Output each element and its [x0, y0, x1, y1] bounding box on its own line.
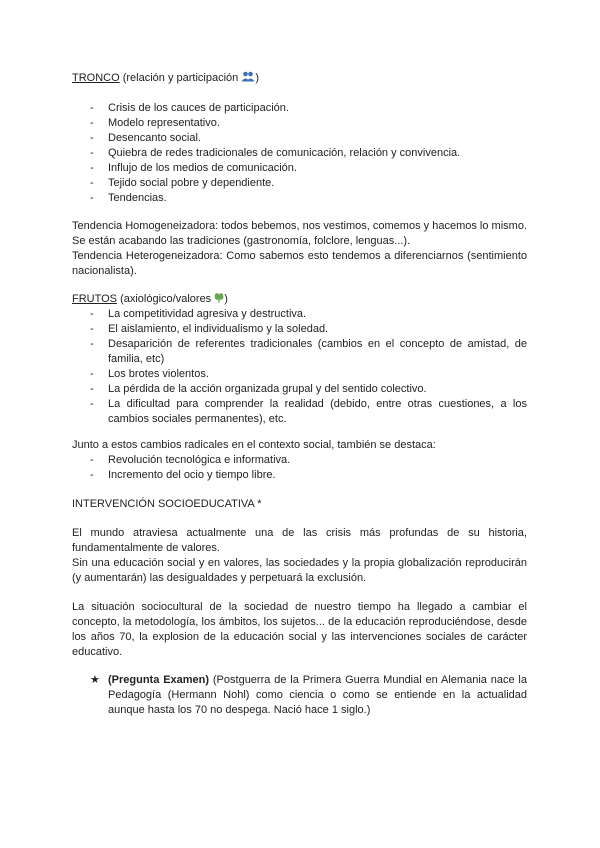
- list-item: - Los brotes violentos.: [90, 367, 527, 382]
- intervencion-paragraph-2: Sin una educación social y en valores, las sociedades y la propia globalización reproducirán (y aumentarán) las desigualdades y perpetuará la exclusión.: [72, 557, 527, 584]
- tronco-heading: TRONCO: [72, 72, 120, 84]
- list-item: - Modelo representativo.: [90, 116, 527, 131]
- frutos-list: [90, 307, 527, 427]
- list-item: - Desencanto social.: [90, 131, 527, 146]
- list-item: - Crisis de los cauces de participación.: [90, 101, 527, 116]
- frutos-heading-rest: (axiológico/valores: [117, 293, 215, 305]
- intervencion-paragraph-3: La situación sociocultural de la sociedad de nuestro tiempo ha llegado a cambiar el concepto, la metodología, los ámbitos, los sujetos... de la educación reproduciéndose, desde los años 70, la explosion de la educación social y las intervenciones sociales de carácter educativo.: [72, 601, 527, 658]
- tendencia-homogeneizadora: Tendencia Homogeneizadora: todos bebemos, nos vestimos, comemos y hacemos lo mismo. Se están acabando las tradiciones (gastronomía, folclore, lenguas...).: [72, 220, 527, 247]
- list-item: - La competitividad agresiva y destructiva.: [90, 307, 527, 322]
- list-item: - Desaparición de referentes tradicionales (cambios en el concepto de amistad, de familia, etc): [90, 337, 527, 367]
- tendencia-heterogeneizadora: Tendencia Heterogeneizadora: Como sabemos esto tendemos a diferenciarnos (sentimiento nacionalista).: [72, 250, 527, 277]
- plant-icon: [214, 292, 224, 308]
- tronco-list: [90, 101, 527, 206]
- frutos-heading-close: ): [224, 293, 228, 305]
- list-item: - Incremento del ocio y tiempo libre.: [90, 468, 527, 483]
- list-item: - Quiebra de redes tradicionales de comunicación, relación y convivencia.: [90, 146, 527, 161]
- exam-note: [90, 673, 527, 718]
- list-item: - Influjo de los medios de comunicación.: [90, 161, 527, 176]
- tronco-heading-line: [72, 71, 259, 87]
- list-item: - Tejido social pobre y dependiente.: [90, 176, 527, 191]
- cambios-list: [90, 453, 527, 483]
- exam-note-label: (Pregunta Examen): [108, 674, 210, 686]
- frutos-heading: FRUTOS: [72, 293, 118, 305]
- list-item: - La pérdida de la acción organizada grupal y del sentido colectivo.: [90, 382, 527, 397]
- list-item: - Tendencias.: [90, 191, 527, 206]
- tronco-heading-rest: (relación y participación: [119, 72, 242, 84]
- exam-note-text: (Postguerra de la Primera Guerra Mundial en Alemania nace la Pedagogía (Hermann Nohl) como ciencia o como se entiende en la actualidad aunque hasta los 70 no despega. Nació hace 1 siglo.): [108, 674, 527, 716]
- list-item: - Revolución tecnológica e informativa.: [90, 453, 527, 468]
- list-item: - El aislamiento, el individualismo y la soledad.: [90, 322, 527, 337]
- star-icon: ★: [90, 674, 100, 686]
- tronco-heading-close: ): [255, 72, 260, 84]
- frutos-heading-line: [72, 292, 228, 308]
- intervencion-paragraph-1: El mundo atraviesa actualmente una de las crisis más profundas de su historia, fundamentalmente de valores.: [72, 527, 527, 554]
- people-icon: [241, 71, 255, 87]
- exam-note-body: [90, 673, 527, 718]
- intervencion-heading: INTERVENCIÓN SOCIOEDUCATIVA *: [72, 498, 262, 510]
- list-item: - La dificultad para comprender la realidad (debido, entre otras cuestiones, a los cambios sociales permanentes), etc.: [90, 397, 527, 427]
- cambios-intro: Junto a estos cambios radicales en el contexto social, también se destaca:: [72, 439, 436, 451]
